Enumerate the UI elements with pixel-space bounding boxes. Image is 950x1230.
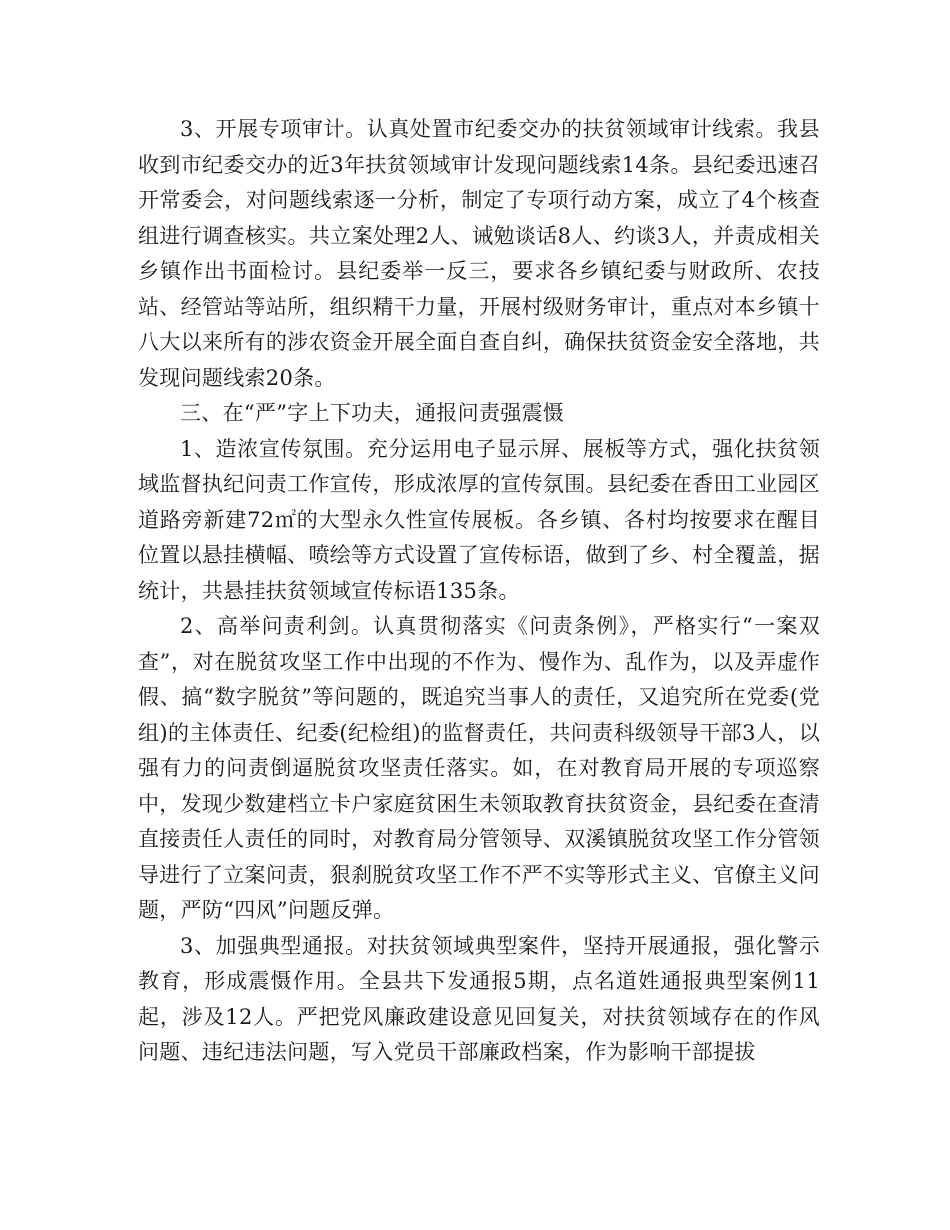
paragraph-typical-cases: 3、加强典型通报。对扶贫领域典型案件，坚持开展通报，强化警示教育，形成震慑作用。全县共下发通报5期，点名道姓通报典型案例11起，涉及12人。严把党风廉政建设意见回复关，对扶贫领域存在的作风问题、违纪违法问题，写入党员干部廉政档案，作为影响干部提拔 bbox=[138, 933, 820, 1064]
paragraph-publicity-atmosphere: 1、造浓宣传氛围。充分运用电子显示屏、展板等方式，强化扶贫领域监督执纪问责工作宣传，形成浓厚的宣传氛围。县纪委在香田工业园区道路旁新建72㎡的大型永久性宣传展板。各乡镇、各村均按要求在醒目位置以悬挂横幅、喷绘等方式设置了宣传标语，做到了乡、村全覆盖，据统计，共悬挂扶贫领域宣传标语135条。 bbox=[138, 436, 820, 603]
section-heading-accountability: 三、在“严”字上下功夫，通报问责强震慑 bbox=[180, 401, 565, 425]
paragraph-accountability: 2、高举问责利剑。认真贯彻落实《问责条例》，严格实行“一案双查”，对在脱贫攻坚工作中出现的不作为、慢作为、乱作为，以及弄虚作假、搞“数字脱贫”等问题的，既追究当事人的责任，又追究所在党委(党组)的主体责任、纪委(纪检组)的监督责任，共问责科级领导干部3人，以强有力的问责倒逼脱贫攻坚责任落实。如，在对教育局开展的专项巡察中，发现少数建档立卡户家庭贫困生未领取教育扶贫资金，县纪委在查清直接责任人责任的同时，对教育局分管领导、双溪镇脱贫攻坚工作分管领导进行了立案问责，狠刹脱贫攻坚工作不严不实等形式主义、官僚主义问题，严防“四风”问题反弹。 bbox=[138, 614, 820, 922]
document-body bbox=[138, 112, 820, 1071]
paragraph-special-audit: 3、开展专项审计。认真处置市纪委交办的扶贫领域审计线索。我县收到市纪委交办的近3年扶贫领域审计发现问题线索14条。县纪委迅速召开常委会，对问题线索逐一分析，制定了专项行动方案，成立了4个核查组进行调查核实。共立案处理2人、诫勉谈话8人、约谈3人，并责成相关乡镇作出书面检讨。县纪委举一反三，要求各乡镇纪委与财政所、农技站、经管站等站所，组织精干力量，开展村级财务审计，重点对本乡镇十八大以来所有的涉农资金开展全面自查自纠，确保扶贫资金安全落地，共发现问题线索20条。 bbox=[138, 117, 820, 390]
